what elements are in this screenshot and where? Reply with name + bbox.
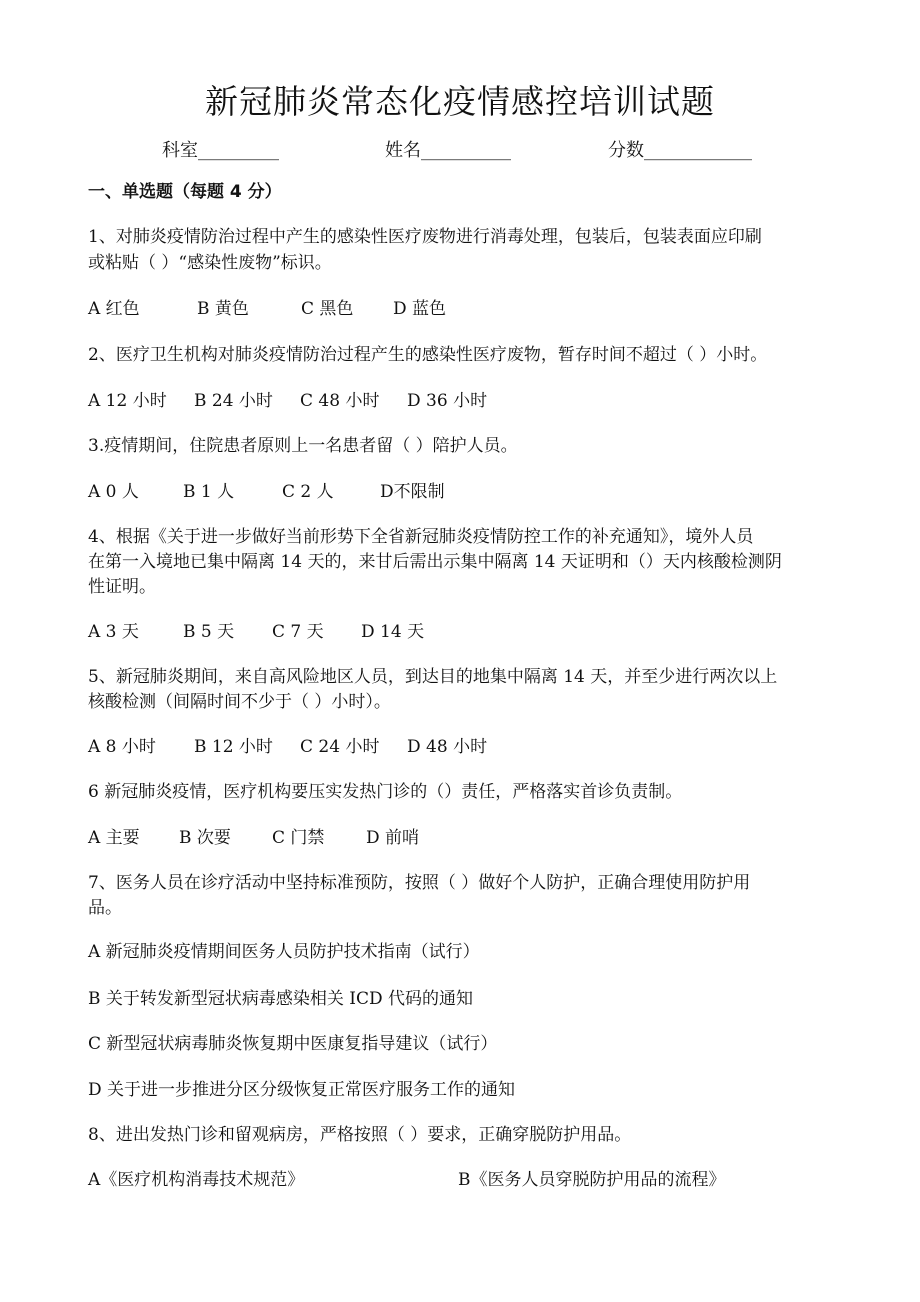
question-4-line-2: 在第一入境地已集中隔离 14 天的，来甘后需出示集中隔离 14 天证明和（）天内核酸检测阴 [88, 552, 782, 572]
question-5-line-1: 5、新冠肺炎期间，来自高风险地区人员，到达目的地集中隔离 14 天，并至少进行两次以上 [88, 667, 778, 687]
question-4-line-1: 4、根据《关于进一步做好当前形势下全省新冠肺炎疫情防控工作的补充通知》，境外人员 [88, 527, 754, 547]
question-7-option-b: B 关于转发新型冠状病毒感染相关 ICD 代码的通知 [88, 989, 474, 1009]
option: C 2 人 [282, 482, 334, 502]
score-field: 分数____________ [608, 140, 752, 161]
option: D 36 小时 [407, 391, 488, 411]
option: B 12 小时 [194, 737, 273, 757]
option: A 8 小时 [88, 737, 156, 757]
option: B 1 人 [183, 482, 235, 502]
option: A 主要 [88, 828, 140, 848]
option: C 7 天 [272, 622, 324, 642]
option: A《医疗机构消毒技术规范》 [88, 1170, 305, 1190]
option: B 次要 [179, 828, 231, 848]
option: A 12 小时 [88, 391, 167, 411]
option: D不限制 [380, 482, 445, 502]
option: B《医务人员穿脱防护用品的流程》 [458, 1170, 726, 1190]
dept-field: 科室_________ [162, 140, 279, 161]
question-1-line-2: 或粘贴（ ）“感染性废物”标识。 [88, 253, 332, 273]
question-7-option-a: A 新冠肺炎疫情期间医务人员防护技术指南（试行） [88, 942, 480, 962]
option: D 48 小时 [407, 737, 488, 757]
option: D 前哨 [366, 828, 420, 848]
question-7-option-c: C 新型冠状病毒肺炎恢复期中医康复指导建议（试行） [88, 1034, 498, 1054]
question-7-line-1: 7、医务人员在诊疗活动中坚持标准预防，按照（ ）做好个人防护，正确合理使用防护用 [88, 873, 751, 893]
question-7-line-2: 品。 [88, 898, 122, 918]
page-title: 新冠肺炎常态化疫情感控培训试题 [205, 82, 715, 121]
option: A 3 天 [88, 622, 139, 642]
question-4-line-3: 性证明。 [88, 577, 156, 597]
section-heading: 一、单选题（每题 4 分） [88, 182, 282, 202]
option: D 14 天 [361, 622, 425, 642]
question-1-line-1: 1、对肺炎疫情防治过程中产生的感染性医疗废物进行消毒处理，包装后，包装表面应印刷 [88, 227, 762, 247]
question-2-line-1: 2、医疗卫生机构对肺炎疫情防治过程产生的感染性医疗废物，暂存时间不超过（ ）小时。 [88, 345, 768, 365]
option: D 蓝色 [393, 299, 447, 319]
question-5-line-2: 核酸检测（间隔时间不少于（ ）小时）。 [88, 692, 391, 712]
option: C 24 小时 [300, 737, 380, 757]
option: A 0 人 [88, 482, 139, 502]
option: B 5 天 [183, 622, 235, 642]
question-3-line-1: 3.疫情期间，住院患者原则上一名患者留（ ）陪护人员。 [88, 436, 518, 456]
option: B 24 小时 [194, 391, 273, 411]
option: C 黑色 [301, 299, 354, 319]
option: C 门禁 [272, 828, 325, 848]
question-7-option-d: D 关于进一步推进分区分级恢复正常医疗服务工作的通知 [88, 1080, 516, 1100]
option: B 黄色 [197, 299, 249, 319]
question-8-line-1: 8、进出发热门诊和留观病房，严格按照（ ）要求，正确穿脱防护用品。 [88, 1125, 632, 1145]
option: A 红色 [88, 299, 140, 319]
name-field: 姓名__________ [385, 140, 511, 161]
question-6-line-1: 6 新冠肺炎疫情，医疗机构要压实发热门诊的（）责任，严格落实首诊负责制。 [88, 782, 683, 802]
option: C 48 小时 [300, 391, 380, 411]
